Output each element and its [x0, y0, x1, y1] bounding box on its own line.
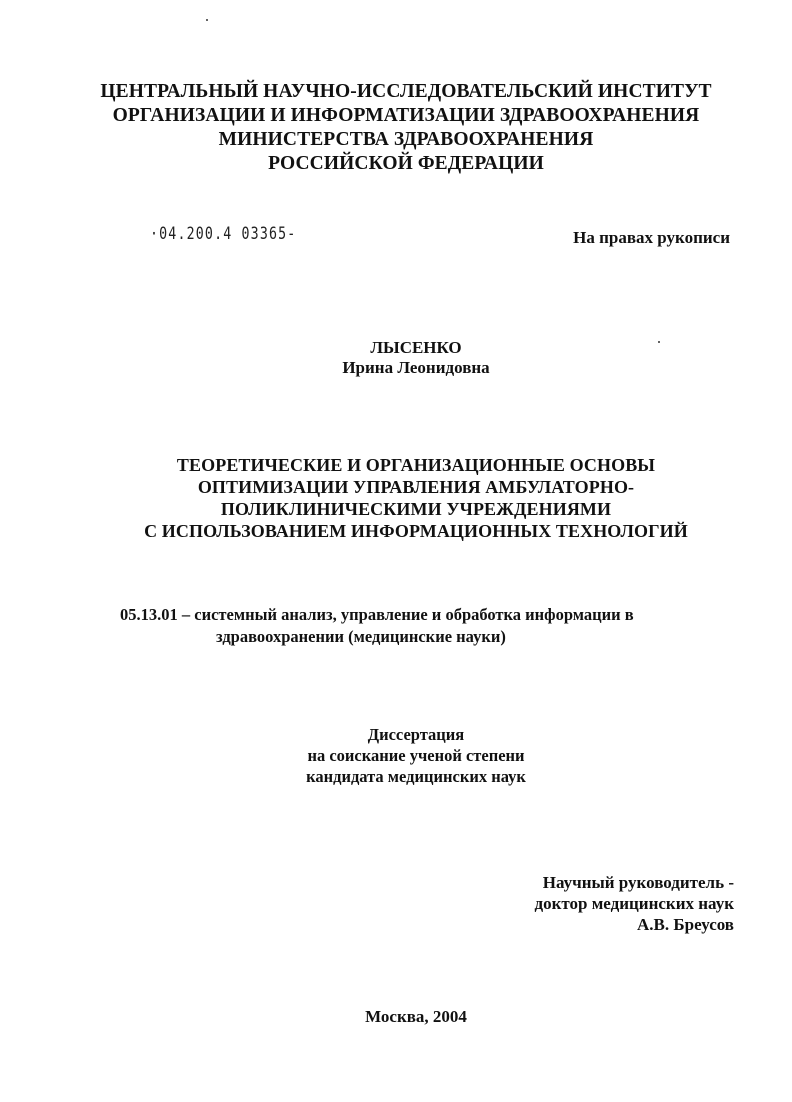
scan-speck — [206, 19, 208, 21]
institution-header — [10, 80, 792, 176]
supervisor-line: А.В. Бреусов — [637, 915, 734, 934]
title-line: ПОЛИКЛИНИЧЕСКИМИ УЧРЕЖДЕНИЯМИ — [220, 499, 612, 519]
author-block — [20, 338, 792, 378]
specialty-code — [120, 604, 740, 648]
registry-number: ·04.200.4 03365- — [150, 224, 297, 244]
supervisor-block — [534, 872, 734, 935]
title-line: ОПТИМИЗАЦИИ УПРАВЛЕНИЯ АМБУЛАТОРНО- — [197, 477, 635, 497]
rights-notice: На правах рукописи — [573, 228, 730, 247]
author-given-names: Ирина Леонидовна — [342, 358, 490, 377]
institution-line: ЦЕНТРАЛЬНЫЙ НАУЧНО-ИССЛЕДОВАТЕЛЬСКИЙ ИНСТИТУТ — [100, 81, 712, 102]
thesis-line: на соискание ученой степени — [307, 746, 525, 765]
specialty-line: 05.13.01 – системный анализ, управление и обработка информации в — [120, 605, 634, 624]
title-line: С ИСПОЛЬЗОВАНИЕМ ИНФОРМАЦИОННЫХ ТЕХНОЛОГИЙ — [144, 521, 688, 541]
institution-line: МИНИСТЕРСТВА ЗДРАВООХРАНЕНИЯ — [218, 129, 594, 150]
place-and-year — [20, 1006, 792, 1027]
supervisor-line: Научный руководитель - — [542, 873, 734, 892]
title-line: ТЕОРЕТИЧЕСКИЕ И ОРГАНИЗАЦИОННЫЕ ОСНОВЫ — [176, 455, 656, 475]
supervisor-line: доктор медицинских наук — [534, 894, 734, 913]
dissertation-title — [20, 454, 792, 542]
thesis-line: Диссертация — [367, 725, 465, 744]
institution-line: РОССИЙСКОЙ ФЕДЕРАЦИИ — [268, 153, 544, 174]
specialty-line: здравоохранении (медицинские науки) — [216, 627, 506, 646]
place-year-text: Москва, 2004 — [365, 1007, 467, 1026]
thesis-type — [20, 724, 792, 787]
author-surname: ЛЫСЕНКО — [370, 338, 462, 357]
institution-line: ОРГАНИЗАЦИИ И ИНФОРМАТИЗАЦИИ ЗДРАВООХРАНЕНИЯ — [112, 105, 700, 126]
thesis-line: кандидата медицинских наук — [306, 767, 526, 786]
